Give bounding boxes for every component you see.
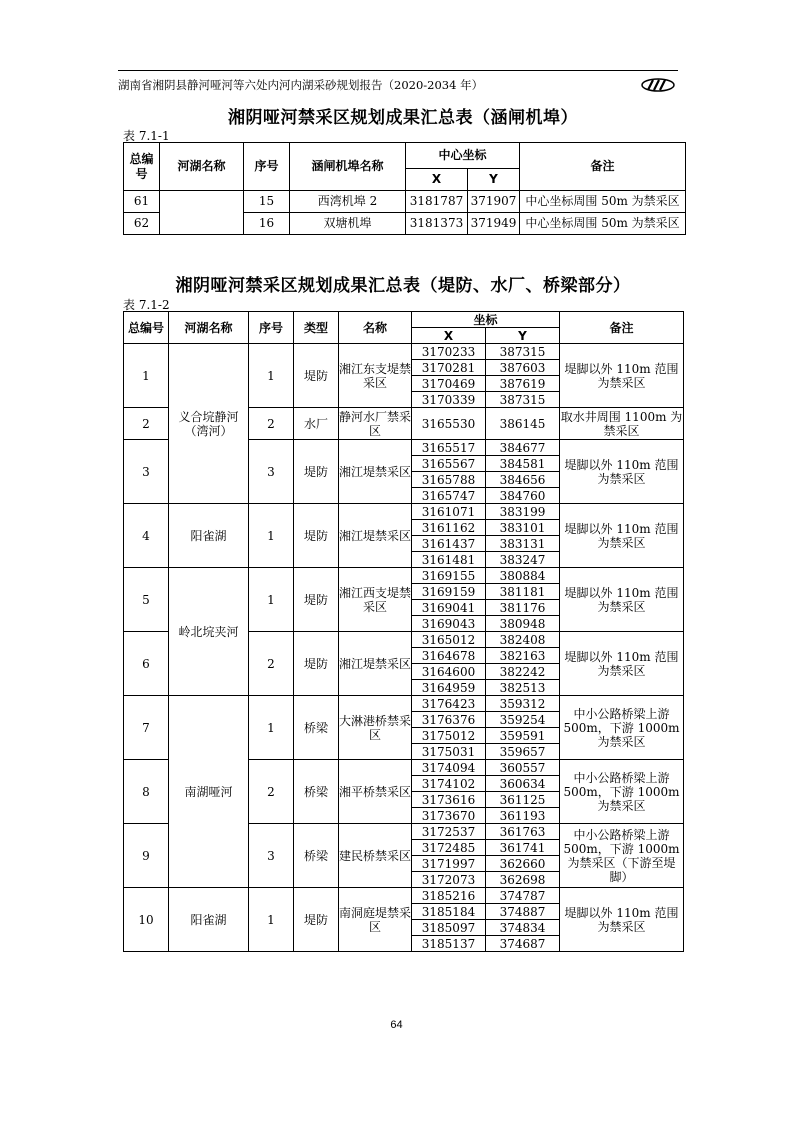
cell-y: 359591 [486,728,560,744]
cell-y: 384581 [486,456,560,472]
cell-name: 大淋港桥禁采区 [339,696,412,760]
header-no: 总编号 [124,312,169,344]
cell-y: 380948 [486,616,560,632]
cell-y: 381181 [486,584,560,600]
cell-note: 堤脚以外 110m 范围为禁采区 [560,568,684,632]
cell-y: 387315 [486,344,560,360]
cell-x: 3170233 [412,344,486,360]
cell-x: 3174094 [412,760,486,776]
cell-type: 堤防 [294,440,339,504]
cell-name: 建民桥禁采区 [339,824,412,888]
table-row [124,191,686,213]
cell-no: 8 [124,760,169,824]
cell-no: 61 [124,191,160,213]
cell-y: 374787 [486,888,560,904]
cell-river: 岭北垸夹河 [169,568,249,696]
cell-x: 3171997 [412,856,486,872]
cell-type: 水厂 [294,408,339,440]
cell-y: 360634 [486,776,560,792]
cell-name: 湘江东支堤禁采区 [339,344,412,408]
header-name: 涵闸机埠名称 [290,143,406,191]
cell-type: 桥梁 [294,824,339,888]
cell-y: 387603 [486,360,560,376]
cell-y: 359657 [486,744,560,760]
cell-x: 3185184 [412,904,486,920]
cell-x: 3181373 [406,213,468,235]
cell-x: 3174102 [412,776,486,792]
cell-x: 3172485 [412,840,486,856]
cell-no: 3 [124,440,169,504]
cell-seq: 1 [249,696,294,760]
cell-y: 374834 [486,920,560,936]
cell-note: 中心坐标周围 50m 为禁采区 [520,191,686,213]
cell-y: 362660 [486,856,560,872]
cell-type: 堤防 [294,344,339,408]
cell-name: 湘平桥禁采区 [339,760,412,824]
document-header: 湖南省湘阴县静河哑河等六处内河内湖采砂规划报告（2020-2034 年） [118,78,484,92]
cell-seq: 1 [249,504,294,568]
cell-x: 3175031 [412,744,486,760]
cell-seq: 15 [244,191,290,213]
cell-type: 桥梁 [294,696,339,760]
header-seq: 序号 [244,143,290,191]
cell-y: 382408 [486,632,560,648]
cell-river [160,191,244,235]
cell-y: 380884 [486,568,560,584]
cell-river: 阳雀湖 [169,504,249,568]
header-note: 备注 [560,312,684,344]
cell-type: 堤防 [294,632,339,696]
table-row [124,568,684,584]
cell-type: 桥梁 [294,760,339,824]
cell-no: 7 [124,696,169,760]
cell-note: 堤脚以外 110m 范围为禁采区 [560,632,684,696]
cell-x: 3173616 [412,792,486,808]
cell-x: 3169043 [412,616,486,632]
cell-name: 湘江堤禁采区 [339,632,412,696]
cell-y: 387315 [486,392,560,408]
cell-seq: 2 [249,632,294,696]
cell-x: 3165012 [412,632,486,648]
cell-type: 堤防 [294,888,339,952]
cell-river: 阳雀湖 [169,888,249,952]
cell-river: 义合垸静河（湾河） [169,344,249,504]
cell-name: 西湾机埠 2 [290,191,406,213]
cell-y: 383101 [486,520,560,536]
header-y: Y [486,328,560,344]
cell-y: 386145 [486,408,560,440]
table1 [123,142,686,235]
header-y: Y [468,169,520,191]
cell-x: 3161481 [412,552,486,568]
cell-no: 4 [124,504,169,568]
table2-label: 表 7.1-2 [123,298,170,312]
header-river: 河湖名称 [160,143,244,191]
cell-seq: 2 [249,408,294,440]
cell-x: 3173670 [412,808,486,824]
cell-x: 3175012 [412,728,486,744]
cell-x: 3164600 [412,664,486,680]
table2 [123,311,684,952]
cell-seq: 3 [249,824,294,888]
cell-y: 374687 [486,936,560,952]
header-center: 中心坐标 [406,143,520,169]
cell-y: 361125 [486,792,560,808]
cell-river: 南湖哑河 [169,696,249,888]
table2-title: 湘阴哑河禁采区规划成果汇总表（堤防、水厂、桥梁部分） [175,276,631,296]
cell-x: 3165517 [412,440,486,456]
cell-x: 3172537 [412,824,486,840]
cell-y: 361193 [486,808,560,824]
company-logo-icon [640,77,676,93]
cell-seq: 1 [249,344,294,408]
cell-note: 中心坐标周围 50m 为禁采区 [520,213,686,235]
cell-x: 3164678 [412,648,486,664]
header-no: 总编号 [124,143,160,191]
cell-note: 中小公路桥梁上游 500m，下游 1000m 为禁采区 [560,760,684,824]
cell-no: 10 [124,888,169,952]
cell-seq: 16 [244,213,290,235]
cell-note: 中小公路桥梁上游 500m，下游 1000m 为禁采区（下游至堤脚） [560,824,684,888]
cell-seq: 2 [249,760,294,824]
cell-x: 3172073 [412,872,486,888]
cell-x: 3161162 [412,520,486,536]
cell-y: 371907 [468,191,520,213]
cell-seq: 1 [249,888,294,952]
cell-y: 382242 [486,664,560,680]
table1-title: 湘阴哑河禁采区规划成果汇总表（涵闸机埠） [228,108,578,128]
cell-x: 3170281 [412,360,486,376]
cell-name: 湘江西支堤禁采区 [339,568,412,632]
cell-no: 5 [124,568,169,632]
cell-y: 383247 [486,552,560,568]
cell-name: 南洞庭堤禁采区 [339,888,412,952]
cell-y: 374887 [486,904,560,920]
cell-y: 371949 [468,213,520,235]
cell-y: 382513 [486,680,560,696]
cell-y: 381176 [486,600,560,616]
cell-no: 2 [124,408,169,440]
table-row [124,888,684,904]
cell-note: 取水井周围 1100m 为禁采区 [560,409,683,438]
header-rule [118,70,678,71]
cell-note: 中小公路桥梁上游 500m，下游 1000m 为禁采区 [560,696,684,760]
cell-no: 1 [124,344,169,408]
cell-name: 湘江堤禁采区 [339,504,412,568]
cell-y: 383131 [486,536,560,552]
cell-y: 362698 [486,872,560,888]
header-name: 名称 [339,312,412,344]
cell-note: 堤脚以外 110m 范围为禁采区 [560,440,684,504]
cell-x: 3161071 [412,504,486,520]
cell-name: 静河水厂禁采区 [339,409,412,438]
header-x: X [406,169,468,191]
cell-name: 湘江堤禁采区 [339,440,412,504]
cell-y: 384677 [486,440,560,456]
cell-x: 3185137 [412,936,486,952]
header-note: 备注 [520,143,686,191]
table-row [124,504,684,520]
cell-y: 382163 [486,648,560,664]
cell-x: 3165567 [412,456,486,472]
cell-x: 3164959 [412,680,486,696]
table1-label: 表 7.1-1 [123,129,170,143]
cell-x: 3181787 [406,191,468,213]
cell-no: 6 [124,632,169,696]
page-number: 64 [390,1019,403,1031]
cell-y: 360557 [486,760,560,776]
table-row [124,344,684,360]
cell-note: 堤脚以外 110m 范围为禁采区 [560,344,684,408]
cell-x: 3165788 [412,472,486,488]
cell-note: 堤脚以外 110m 范围为禁采区 [560,504,684,568]
header-seq: 序号 [249,312,294,344]
cell-x: 3165747 [412,488,486,504]
cell-no: 62 [124,213,160,235]
cell-x: 3169041 [412,600,486,616]
cell-no: 9 [124,824,169,888]
cell-type: 堤防 [294,568,339,632]
header-coord: 坐标 [412,312,560,328]
cell-x: 3185097 [412,920,486,936]
cell-type: 堤防 [294,504,339,568]
cell-x: 3170469 [412,376,486,392]
cell-y: 384760 [486,488,560,504]
cell-note: 堤脚以外 110m 范围为禁采区 [560,888,684,952]
cell-y: 361741 [486,840,560,856]
cell-y: 383199 [486,504,560,520]
table-row [124,696,684,712]
cell-x: 3185216 [412,888,486,904]
cell-x: 3161437 [412,536,486,552]
header-type: 类型 [294,312,339,344]
cell-name: 双塘机埠 [290,213,406,235]
cell-y: 387619 [486,376,560,392]
cell-x: 3170339 [412,392,486,408]
cell-seq: 3 [249,440,294,504]
cell-x: 3165530 [412,408,486,440]
cell-y: 384656 [486,472,560,488]
cell-seq: 1 [249,568,294,632]
cell-y: 359312 [486,696,560,712]
cell-x: 3169155 [412,568,486,584]
cell-y: 361763 [486,824,560,840]
cell-x: 3169159 [412,584,486,600]
cell-y: 359254 [486,712,560,728]
header-x: X [412,328,486,344]
cell-x: 3176423 [412,696,486,712]
header-river: 河湖名称 [169,312,249,344]
cell-x: 3176376 [412,712,486,728]
